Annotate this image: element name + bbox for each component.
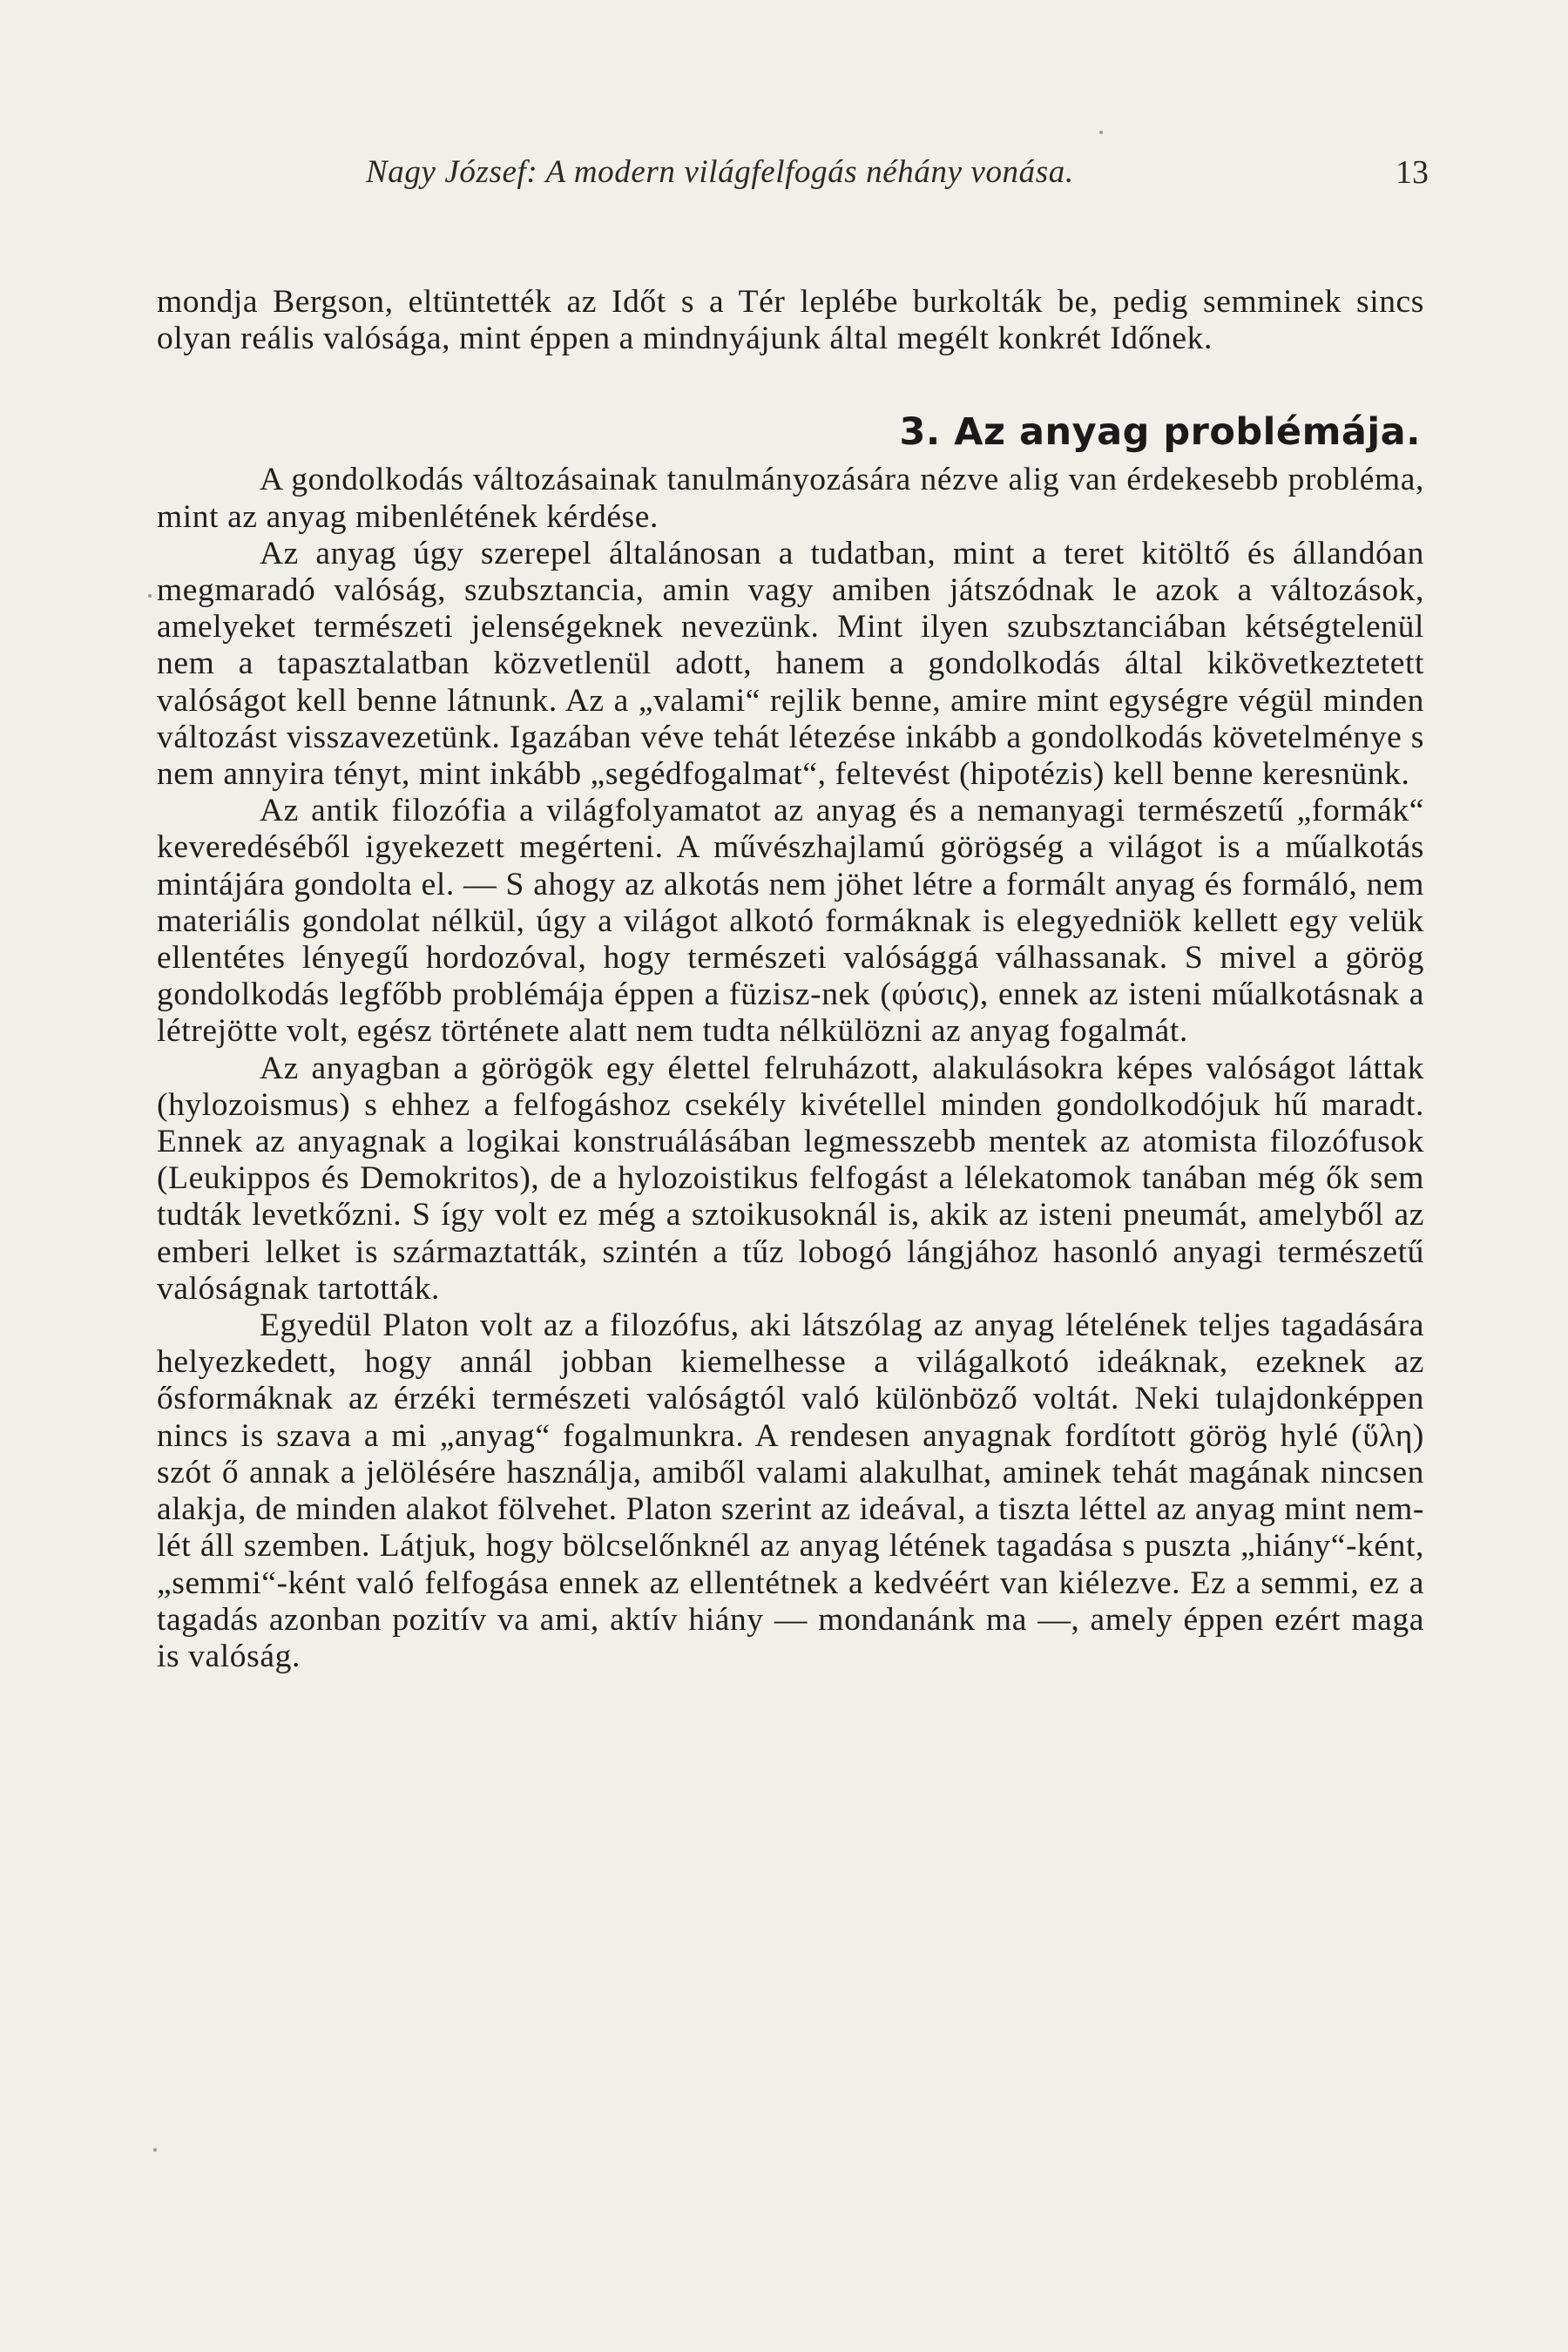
paragraph: Az anyagban a görögök egy élettel felruházott, alakulásokra képes valóságot láttak (hylozoismus) s ehhez a felfogáshoz csekély kivétellel minden gondolkodójuk hű maradt. Ennek az anyagnak a logikai konstruálásában legmesszebb mentek az atomista filozófusok (Leukippos és Demokritos), de a hylozoistikus felfogást a lélekatomok tanában még ők sem tudták levetkőzni. S így volt ez még a sztoikusoknál is, akik az isteni pneumát, amelyből az emberi lelket is származtatták, szintén a tűz lobogó lángjához hasonló anyagi természetű valóságnak tartották. [157,1050,1424,1307]
body-text [157,284,1424,1675]
paragraph: Az antik filozófia a világfolyamatot az anyag és a nemanyagi természetű „formák“ keveredéséből igyekezett megérteni. A művészhajlamú görögség a világot is a műalkotás mintájára gondolta el. — S ahogy az alkotás nem jöhet létre a formált anyag és formáló, nem materiális gondolat nélkül, úgy a világot alkotó formáknak is elegyedniök kellett egy velük ellentétes lényegű hordozóval, hogy természeti valósággá válhassanak. S mivel a görög gondolkodás legfőbb problémája éppen a füzisz-nek (φύσις), ennek az isteni műalkotásnak a létrejötte volt, egész története alatt nem tudta nélkülözni az anyag fogalmát. [157,793,1424,1050]
paragraph: A gondolkodás változásainak tanulmányozására nézve alig van érdekesebb probléma, mint az anyag mibenlétének kérdése. [157,462,1424,535]
running-head [157,153,1429,206]
section-heading: 3. Az anyag problémája. [899,410,1421,455]
paragraph: Egyedül Platon volt az a filozófus, aki látszólag az anyag lételének teljes tagadására helyezkedett, hogy annál jobban kiemelhesse a világalkotó ideáknak, ezeknek az ősformáknak az érzéki természeti valóságtól való különböző voltát. Neki tulajdonképpen nincs is szava a mi „anyag“ fogalmunkra. A rendesen anyagnak fordított görög hylé (ὕλη) szót ő annak a jelölésére használja, amiből valami alakulhat, aminek tehát magának nincsen alakja, de minden alakot fölvehet. Platon szerint az ideával, a tiszta léttel az anyag mint nem-lét áll szemben. Látjuk, hogy bölcselőnknél az anyag létének tagadása s puszta „hiány“-ként, „semmi“-ként való felfogása ennek az ellentétnek a kedvéért van kiélezve. Ez a semmi, ez a tagadás azonban pozitív va ami, aktív hiány — mondanánk ma —, amely éppen ezért maga is valóság. [157,1308,1424,1674]
page-number: 13 [1396,154,1429,191]
paper-speck [153,2148,157,2152]
paper-speck [148,594,152,598]
running-title: Nagy József: A modern világfelfogás néhány vonása. [366,154,1074,190]
paragraph-continuation: mondja Bergson, eltüntették az Időt s a Tér leplébe burkolták be, pedig semminek sincs olyan reális valósága, mint éppen a mindnyájunk által megélt konkrét Időnek. [157,284,1424,357]
paper-speck [1099,131,1103,134]
paragraph: Az anyag úgy szerepel általánosan a tudatban, mint a teret kitöltő és állandóan megmaradó valóság, szubsztancia, amin vagy amiben játszódnak le azok a változások, amelyeket természeti jelenségeknek nevezünk. Mint ilyen szubsztanciában kétségtelenül nem a tapasztalatban közvetlenül adott, hanem a gondolkodás által kikövetkeztetett valóságot kell benne látnunk. Az a „valami“ rejlik benne, amire mint egységre végül minden változást visszavezetünk. Igazában véve tehát létezése inkább a gondolkodás követelménye s nem annyira tényt, mint inkább „segédfogalmat“, feltevést (hipotézis) kell benne keresnünk. [157,535,1424,793]
